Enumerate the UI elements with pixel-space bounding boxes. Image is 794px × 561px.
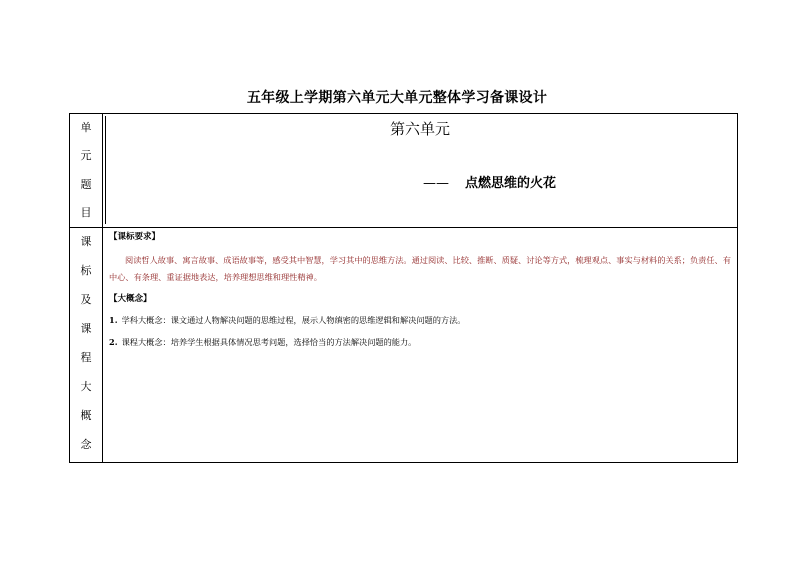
label-char: 元 [80, 149, 92, 163]
item-text: 学科大概念：课文通过人物解决问题的思维过程，展示人物缜密的思维逻辑和解决问题的方法。 [121, 315, 466, 325]
label-char: 课 [80, 235, 92, 249]
label-char: 概 [80, 408, 92, 422]
big-concept-heading: 【大概念】 [109, 294, 152, 304]
label-char: 念 [80, 437, 92, 451]
curriculum-concept-content [103, 231, 737, 462]
concept-item [109, 336, 731, 348]
curriculum-concept-content-cell [103, 228, 738, 463]
label-char: 程 [80, 350, 92, 364]
item-number: 1. [109, 315, 118, 325]
curriculum-concept-label-cell [70, 228, 103, 463]
curriculum-concept-row [70, 228, 738, 463]
concept-item [109, 314, 731, 326]
label-char: 课 [80, 322, 92, 336]
curriculum-concept-label [70, 228, 102, 459]
document-title: 五年级上学期第六单元大单元整体学习备课设计 [246, 90, 548, 106]
lesson-plan-table [69, 113, 738, 463]
unit-theme [423, 172, 556, 191]
theme-dash: —— [423, 176, 449, 191]
item-number: 2. [109, 337, 118, 347]
item-text: 课程大概念：培养学生根据具体情况思考问题，选择恰当的方法解决问题的能力。 [121, 337, 417, 347]
requirements-heading: 【课标要求】 [109, 232, 161, 242]
label-char: 目 [80, 205, 92, 219]
unit-topic-content [103, 114, 737, 227]
requirements-text: 阅读哲人故事、寓言故事、成语故事等，感受其中智慧，学习其中的思维方法。通过阅读、比较、推断、质疑、讨论等方式，梳理观点、事实与材料的关系；负责任、有中心、有条理、重证据地表达，培养理想思维和理性精神。 [109, 255, 731, 282]
unit-topic-row [70, 114, 738, 228]
unit-topic-label [70, 114, 102, 227]
label-char: 单 [80, 121, 92, 135]
label-char: 标 [80, 264, 92, 278]
unit-name: 第六单元 [389, 120, 450, 138]
label-char: 大 [80, 379, 92, 393]
unit-topic-content-cell [103, 114, 738, 228]
unit-topic-label-cell [70, 114, 103, 228]
label-char: 及 [80, 293, 92, 307]
theme-title: 点燃思维的火花 [465, 176, 557, 191]
label-char: 题 [80, 177, 92, 191]
